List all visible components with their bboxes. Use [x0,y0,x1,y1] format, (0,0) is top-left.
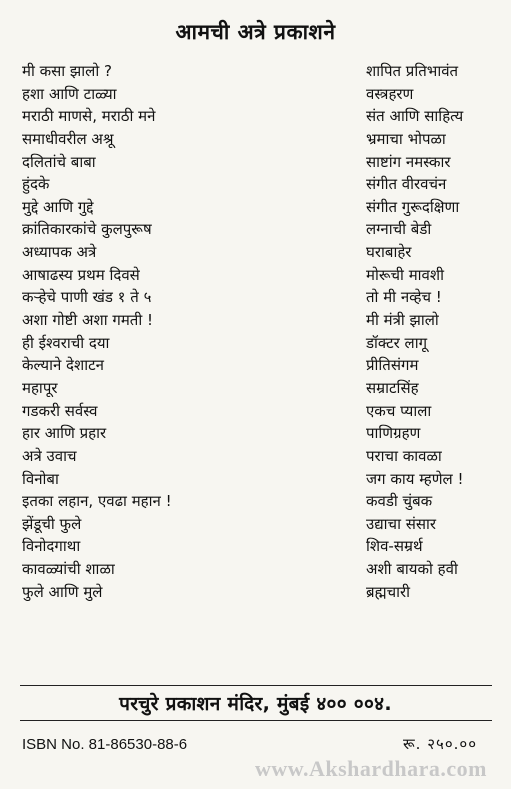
book-title: वस्त्रहरण [366,84,414,103]
book-title: साष्टांग नमस्कार [366,152,451,171]
book-title: अशा गोष्टी अशा गमती ! [22,311,154,330]
book-title: हशा आणि टाळ्या [22,84,117,103]
book-title: मी कसा झालो ? [22,62,112,80]
book-title: सम्राटसिंह [366,378,419,397]
book-title: झेंडूची फुले [22,514,82,533]
book-title: तो मी नव्हेच ! [366,288,442,307]
book-title: हुंदके [22,175,50,194]
price-text: रू. २५०.०० [403,735,477,753]
book-title: कर्‍हेचे पाणी खंड १ ते ५ [22,288,152,307]
book-title: क्रांतिकारकांचे कुलपुरूष [22,220,152,239]
divider-top [20,685,492,686]
book-title: मराठी माणसे, मराठी मने [22,107,156,126]
book-title: समाधीवरील अश्रू [22,129,114,148]
book-title: विनोदगाथा [22,537,81,556]
book-title: उद्याचा संसार [366,514,437,533]
book-title: विनोबा [22,469,59,488]
book-title: संगीत वीरवचंन [366,175,447,194]
book-title: हार आणि प्रहार [22,424,107,443]
book-title: मुद्दे आणि गुद्दे [22,197,94,216]
book-title: शापित प्रतिभावंत [366,62,459,80]
book-title: संगीत गुरूदक्षिणा [366,197,460,216]
book-title: लग्नाची बेडी [366,220,432,239]
book-title: मोरूची मावशी [366,265,444,284]
book-title: मी मंत्री झालो [366,311,439,330]
right-title-list [366,60,506,603]
book-title: गडकरी सर्वस्व [22,401,98,420]
book-title: भ्रमाचा भोपळा [366,129,446,148]
book-title: ही ईश्वराची दया [22,333,110,352]
book-title: अत्रे उवाच [22,446,77,465]
publisher-line: परचुरे प्रकाशन मंदिर, मुंबई ४०० ००४. [119,693,392,715]
book-title: प्रीतिसंगम [366,356,419,375]
book-title: एकच प्याला [366,401,432,420]
book-title: पराचा कावळा [366,446,442,465]
book-title: कवडी चुंबक [366,492,433,511]
watermark: www.Akshardhara.com [255,756,487,781]
book-title: संत आणि साहित्य [366,107,464,126]
book-title: आषाढस्य प्रथम दिवसे [22,265,140,284]
left-title-list [22,60,322,603]
book-title: दलितांचे बाबा [22,152,96,171]
book-title: फुले आणि मुले [22,582,103,601]
divider-bottom [20,720,492,721]
book-title: शिव-सम्रर्थ [366,537,423,556]
isbn-text: ISBN No. 81-86530-88-6 [22,736,188,753]
page-title: आमची अत्रे प्रकाशने [175,20,336,44]
book-title: केल्याने देशाटन [22,356,104,375]
book-title: अध्यापक अत्रे [22,243,97,262]
book-title: महापूर [22,378,58,397]
book-title: कावळ्यांची शाळा [22,560,115,579]
book-title: पाणिग्रहण [366,424,421,443]
book-title: इतका लहान, एवढा महान ! [22,492,172,511]
book-title: ब्रह्मचारी [366,582,411,601]
book-title: जग काय म्हणेल ! [366,469,464,488]
book-title: घराबाहेर [366,243,412,262]
book-title: डॉक्टर लागू [366,333,428,352]
book-title: अशी बायको हवी [366,560,458,579]
